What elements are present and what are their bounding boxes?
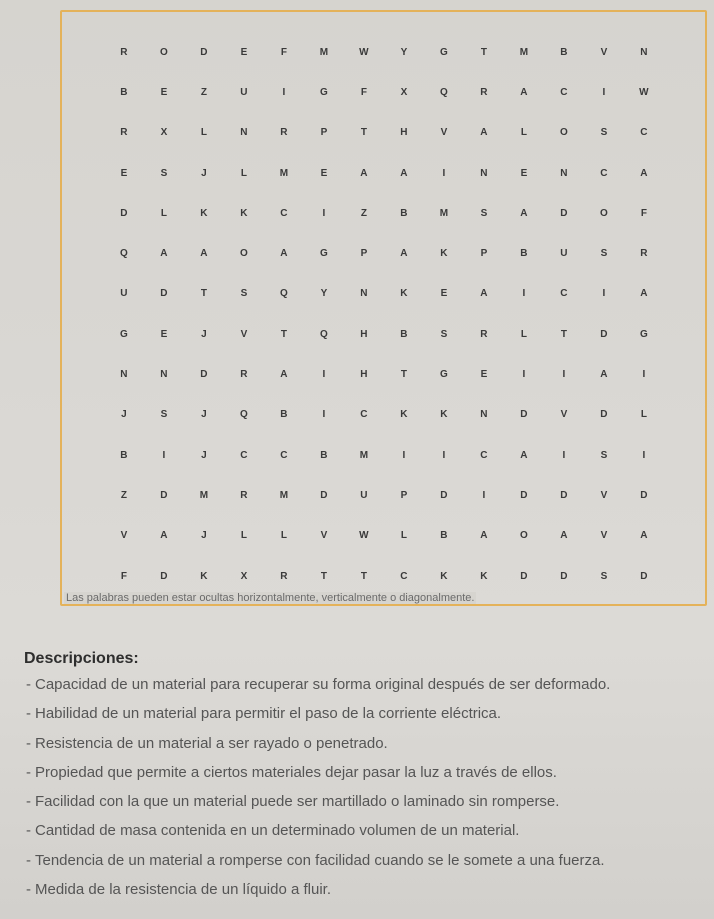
grid-letter: V (440, 127, 448, 139)
grid-letter: O (600, 207, 608, 219)
grid-letter: L (520, 127, 528, 139)
grid-letter: K (480, 570, 488, 582)
grid-letter: J (201, 409, 207, 421)
grid-letter: F (640, 207, 648, 219)
grid-letter: E (160, 86, 168, 98)
grid-letter: H (360, 369, 368, 381)
grid-letter: A (520, 86, 528, 98)
description-text: Capacidad de un material para recuperar su forma original después de ser deformado. (35, 676, 611, 693)
grid-letter: A (400, 167, 408, 179)
grid-letter: Q (320, 328, 328, 340)
grid-letter: I (322, 207, 326, 219)
grid-letter: Z (120, 489, 128, 501)
grid-letter: V (560, 409, 568, 421)
grid-letter: F (280, 46, 288, 58)
bullet-dash: - (26, 734, 31, 752)
grid-letter: L (160, 207, 168, 219)
grid-letter: D (440, 489, 448, 501)
grid-letter: A (640, 288, 648, 300)
grid-letter: U (560, 248, 568, 260)
grid-letter: D (160, 489, 168, 501)
grid-letter: D (520, 489, 528, 501)
description-text: Propiedad que permite a ciertos materiales dejar pasar la luz a través de ellos. (35, 763, 557, 781)
grid-letter: N (640, 46, 648, 58)
grid-letter: T (280, 328, 288, 340)
grid-letter: V (120, 530, 128, 542)
grid-letter: E (480, 369, 488, 381)
grid-letter: L (240, 167, 248, 179)
description-text: Tendencia de un material a romperse con facilidad cuando se le somete a una fuerza. (35, 851, 605, 869)
grid-letter: I (322, 369, 326, 381)
bullet-dash: - (26, 705, 31, 723)
grid-letter: V (240, 328, 248, 340)
grid-letter: R (240, 369, 248, 381)
grid-letter: B (400, 207, 408, 219)
grid-letter: I (442, 449, 446, 461)
grid-letter: D (640, 489, 648, 501)
grid-letter: J (201, 530, 207, 542)
grid-letter: W (359, 530, 369, 542)
grid-letter: B (560, 46, 568, 58)
grid-letter: E (320, 167, 328, 179)
grid-letter: K (240, 207, 248, 219)
bullet-dash: - (26, 763, 31, 781)
grid-letter: C (640, 127, 648, 139)
grid-letter: D (320, 489, 328, 501)
grid-letter: J (121, 409, 127, 421)
grid-letter: N (240, 127, 248, 139)
grid-letter: D (600, 409, 608, 421)
grid-letter: A (160, 248, 168, 260)
grid-letter: S (240, 288, 248, 300)
grid-letter: T (360, 127, 368, 139)
description-text: Medida de la resistencia de un líquido a fluir. (35, 881, 332, 899)
grid-letter: C (240, 449, 248, 461)
grid-letter: H (400, 127, 408, 139)
grid-letter: R (240, 489, 248, 501)
grid-letter: A (480, 127, 488, 139)
grid-letter: I (282, 86, 286, 98)
grid-letter: C (400, 570, 408, 582)
description-item (26, 787, 706, 816)
grid-letter: J (201, 449, 207, 461)
grid-letter: R (120, 127, 128, 139)
grid-letter: I (522, 369, 526, 381)
description-item (26, 670, 706, 699)
grid-letter: L (280, 530, 288, 542)
grid-letter: G (440, 46, 448, 58)
grid-letter: N (480, 167, 488, 179)
grid-letter: A (360, 167, 368, 179)
grid-letter: I (322, 409, 326, 421)
grid-letter: M (279, 167, 289, 179)
grid-letter: Y (320, 288, 328, 300)
grid-letter: K (400, 288, 408, 300)
grid-letter: K (200, 570, 208, 582)
grid-letter: E (440, 288, 448, 300)
grid-letter: E (520, 167, 528, 179)
grid-letter: Q (240, 409, 248, 421)
grid-letter: F (120, 570, 128, 582)
grid-letter: E (120, 167, 128, 179)
grid-letter: B (440, 530, 448, 542)
grid-letter: I (642, 369, 646, 381)
grid-letter: S (600, 127, 608, 139)
grid-letter: A (160, 530, 168, 542)
grid-letter: B (120, 86, 128, 98)
grid-letter: Q (120, 248, 128, 260)
grid-letter: Q (280, 288, 288, 300)
grid-letter: I (602, 86, 606, 98)
grid-letter: B (280, 409, 288, 421)
grid-letter: F (360, 86, 368, 98)
grid-letter: D (200, 369, 208, 381)
grid-letter: Y (400, 46, 408, 58)
grid-letter: A (520, 449, 528, 461)
grid-letter: L (520, 328, 528, 340)
grid-letter: O (160, 46, 168, 58)
grid-letter: D (520, 409, 528, 421)
grid-letter: S (160, 409, 168, 421)
grid-letter: T (560, 328, 568, 340)
grid-letter: V (600, 530, 608, 542)
grid-letter: D (160, 570, 168, 582)
bullet-dash: - (26, 851, 31, 869)
grid-letter: A (640, 530, 648, 542)
word-search-grid (104, 32, 664, 592)
grid-letter: P (480, 248, 488, 260)
grid-letter: K (440, 409, 448, 421)
grid-letter: K (400, 409, 408, 421)
grid-letter: B (320, 449, 328, 461)
grid-letter: D (600, 328, 608, 340)
grid-letter: T (480, 46, 488, 58)
grid-letter: G (440, 369, 448, 381)
description-text: Resistencia de un material a ser rayado o penetrado. (35, 734, 388, 752)
grid-letter: A (400, 248, 408, 260)
grid-letter: D (560, 489, 568, 501)
grid-letter: I (562, 449, 566, 461)
grid-letter: C (360, 409, 368, 421)
grid-letter: D (520, 570, 528, 582)
grid-letter: D (120, 207, 128, 219)
grid-letter: M (359, 449, 369, 461)
grid-letter: V (320, 530, 328, 542)
grid-letter: T (360, 570, 368, 582)
description-item (26, 699, 706, 728)
grid-letter: D (160, 288, 168, 300)
grid-letter: J (201, 167, 207, 179)
grid-letter: M (279, 489, 289, 501)
grid-letter: R (640, 248, 648, 260)
bullet-dash: - (26, 676, 31, 693)
grid-letter: A (640, 167, 648, 179)
grid-letter: K (200, 207, 208, 219)
grid-letter: O (520, 530, 528, 542)
grid-letter: I (602, 288, 606, 300)
grid-letter: I (522, 288, 526, 300)
grid-letter: C (600, 167, 608, 179)
grid-letter: S (440, 328, 448, 340)
grid-letter: P (320, 127, 328, 139)
grid-letter: E (160, 328, 168, 340)
descriptions-title: Descripciones: (24, 650, 139, 667)
grid-letter: D (640, 570, 648, 582)
description-item (26, 758, 706, 787)
grid-letter: G (640, 328, 648, 340)
grid-letter: P (360, 248, 368, 260)
grid-letter: M (519, 46, 529, 58)
grid-letter: M (439, 207, 449, 219)
grid-letter: N (120, 369, 128, 381)
grid-letter: I (442, 167, 446, 179)
grid-letter: P (400, 489, 408, 501)
bullet-dash: - (26, 793, 31, 811)
grid-letter: D (200, 46, 208, 58)
grid-letter: B (120, 449, 128, 461)
grid-letter: U (360, 489, 368, 501)
grid-letter: J (201, 328, 207, 340)
descriptions-list (26, 670, 706, 904)
grid-letter: T (400, 369, 408, 381)
grid-letter: T (200, 288, 208, 300)
grid-letter: Q (440, 86, 448, 98)
description-text: Facilidad con la que un material puede ser martillado o laminado sin romperse. (35, 793, 560, 811)
grid-letter: L (640, 409, 648, 421)
grid-letter: N (480, 409, 488, 421)
grid-letter: R (280, 570, 288, 582)
grid-letter: S (600, 570, 608, 582)
grid-letter: X (400, 86, 408, 98)
grid-letter: I (482, 489, 486, 501)
grid-letter: D (560, 570, 568, 582)
grid-letter: Z (200, 86, 208, 98)
grid-letter: A (280, 248, 288, 260)
grid-letter: O (240, 248, 248, 260)
grid-letter: S (480, 207, 488, 219)
grid-letter: D (560, 207, 568, 219)
grid-letter: O (560, 127, 568, 139)
grid-letter: U (120, 288, 128, 300)
grid-letter: R (480, 328, 488, 340)
description-item (26, 729, 706, 758)
grid-letter: W (359, 46, 369, 58)
grid-letter: A (560, 530, 568, 542)
grid-letter: I (402, 449, 406, 461)
grid-letter: L (200, 127, 208, 139)
description-item (26, 816, 706, 845)
grid-letter: S (160, 167, 168, 179)
grid-letter: K (440, 570, 448, 582)
bullet-dash: - (26, 881, 31, 899)
grid-letter: U (240, 86, 248, 98)
grid-letter: G (320, 86, 328, 98)
grid-letter: V (600, 489, 608, 501)
description-text: Cantidad de masa contenida en un determinado volumen de un material. (35, 822, 520, 840)
grid-letter: B (520, 248, 528, 260)
grid-letter: R (120, 46, 128, 58)
grid-letter: B (400, 328, 408, 340)
grid-letter: I (642, 449, 646, 461)
grid-letter: A (480, 288, 488, 300)
grid-letter: C (280, 449, 288, 461)
grid-letter: H (360, 328, 368, 340)
grid-letter: R (480, 86, 488, 98)
grid-letter: A (480, 530, 488, 542)
grid-letter: S (600, 449, 608, 461)
grid-letter: C (560, 86, 568, 98)
puzzle-instructions: Las palabras pueden estar ocultas horizontalmente, verticalmente o diagonalmente. (66, 592, 475, 604)
grid-letter: N (560, 167, 568, 179)
grid-letter: S (600, 248, 608, 260)
grid-letter: X (240, 570, 248, 582)
grid-letter: C (280, 207, 288, 219)
grid-letter: A (520, 207, 528, 219)
grid-letter: G (120, 328, 128, 340)
grid-letter: I (162, 449, 166, 461)
grid-letter: N (360, 288, 368, 300)
grid-letter: A (200, 248, 208, 260)
grid-letter: C (480, 449, 488, 461)
grid-letter: N (160, 369, 168, 381)
grid-letter: L (400, 530, 408, 542)
grid-letter: T (320, 570, 328, 582)
bullet-dash: - (26, 822, 31, 840)
grid-letter: G (320, 248, 328, 260)
grid-letter: L (240, 530, 248, 542)
grid-letter: X (160, 127, 168, 139)
grid-letter: W (639, 86, 649, 98)
grid-letter: R (280, 127, 288, 139)
grid-letter: E (240, 46, 248, 58)
grid-letter: M (319, 46, 329, 58)
grid-letter: V (600, 46, 608, 58)
description-item (26, 846, 706, 875)
description-item (26, 875, 706, 904)
description-text: Habilidad de un material para permitir el paso de la corriente eléctrica. (35, 705, 502, 723)
grid-letter: I (562, 369, 566, 381)
grid-letter: C (560, 288, 568, 300)
grid-letter: A (600, 369, 608, 381)
grid-letter: Z (360, 207, 368, 219)
grid-letter: A (280, 369, 288, 381)
grid-letter: M (199, 489, 209, 501)
grid-letter: K (440, 248, 448, 260)
